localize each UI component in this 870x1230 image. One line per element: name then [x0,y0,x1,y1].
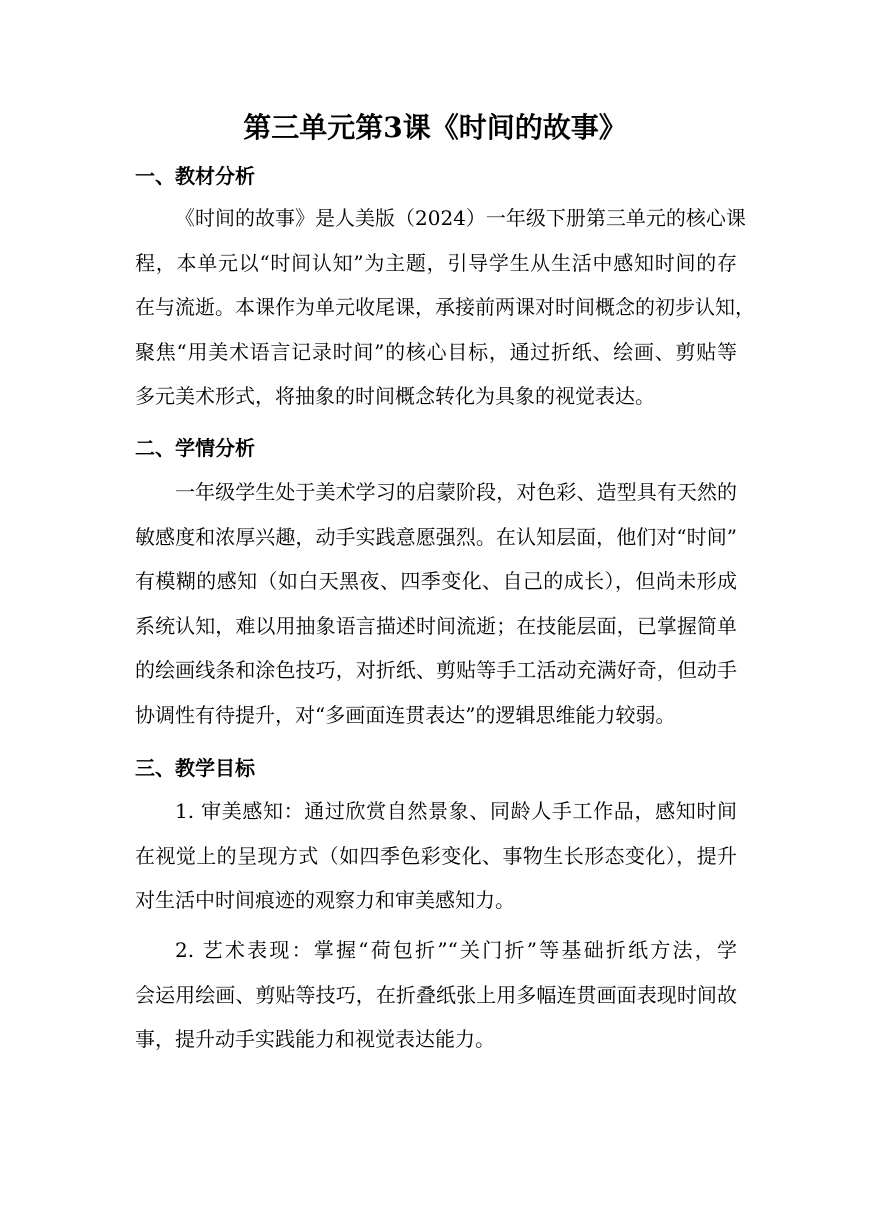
text-line: 多元美术形式，将抽象的时间概念转化为具象的视觉表达。 [135,384,655,408]
text-line: 有模糊的感知（如白天黑夜、四季变化、自己的成长），但尚未形成 [135,569,737,593]
text-line: 程，本单元以“时间认知”为主题，引导学生从生活中感知时间的存 [135,250,737,275]
text-line: 的绘画线条和涂色技巧，对折纸、剪贴等手工活动充满好奇，但动手 [135,658,737,682]
text-line: 在与流逝。本课作为单元收尾课，承接前两课对时间概念的初步认知， [135,295,755,319]
text-line: 敏感度和浓厚兴趣，动手实践意愿强烈。在认知层面，他们对“时间” [135,524,737,549]
text-line: 系统认知，难以用抽象语言描述时间流逝；在技能层面，已掌握简单 [135,613,737,638]
text-line: 会运用绘画、剪贴等技巧，在折叠纸张上用多幅连贯画面表现时间故 [135,982,737,1007]
section-heading-teaching-goals: 三、教学目标 [135,756,255,780]
text-line: 聚焦“用美术语言记录时间”的核心目标，通过折纸、绘画、剪贴等 [135,339,737,364]
paragraph-goal-artistic-expression [135,928,737,1062]
paragraph-goal-aesthetic-perception [135,789,737,923]
section-heading-student-analysis: 二、学情分析 [135,436,255,460]
paragraph-textbook-analysis [135,196,755,419]
paragraph-student-analysis [135,470,737,737]
page-title: 第三单元第3课《时间的故事》 [243,111,627,144]
text-line: 在视觉上的呈现方式（如四季色彩变化、事物生长形态变化），提升 [135,843,737,868]
text-line: 《时间的故事》是人美版（2024）一年级下册第三单元的核心课 [175,206,746,230]
text-line: 一年级学生处于美术学习的启蒙阶段，对色彩、造型具有天然的 [175,480,737,504]
text-line: 2. 艺术表现：掌握“荷包折”“关门折”等基础折纸方法，学 [175,938,737,962]
text-line: 对生活中时间痕迹的观察力和审美感知力。 [135,888,515,912]
text-line: 协调性有待提升，对“多画面连贯表达”的逻辑思维能力较弱。 [135,702,676,727]
section-heading-textbook-analysis: 一、教材分析 [135,164,255,188]
text-line: 1. 审美感知：通过欣赏自然景象、同龄人手工作品，感知时间 [175,799,737,823]
text-line: 事，提升动手实践能力和视觉表达能力。 [135,1027,495,1051]
